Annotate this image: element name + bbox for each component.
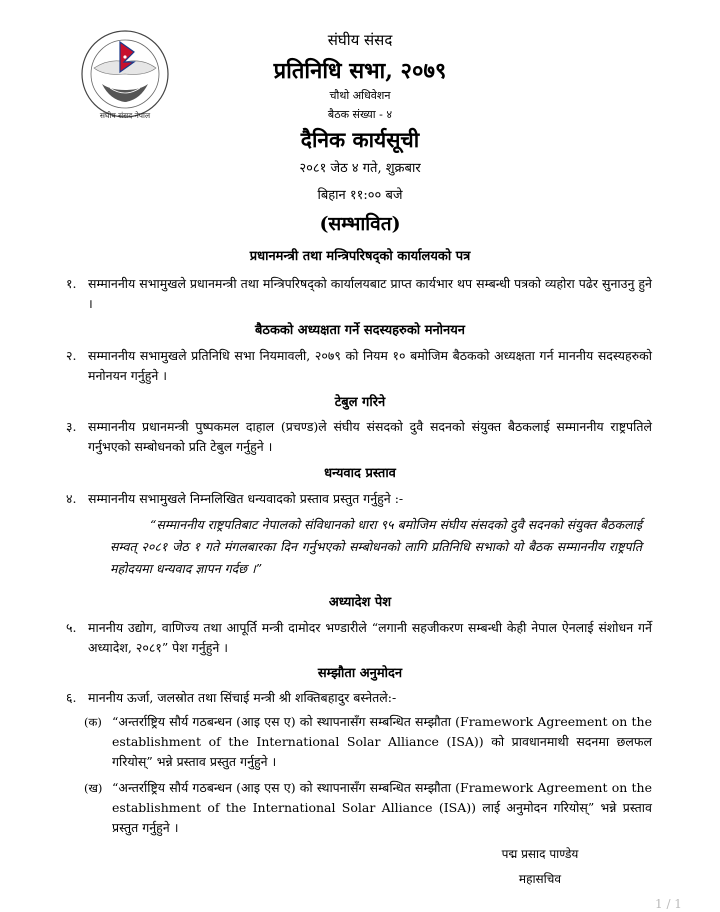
item-text: सम्माननीय प्रधानमन्त्री पुष्पकमल दाहाल (प्रचण्ड)ले संघीय संसदको दुवै सदनको संयुक्त बैठकलाई सम्माननीय राष्ट्रपतिले गर्नुभएको सम्बोधनको प्रति टेबुल गर्नुहुने । [88, 419, 652, 454]
agenda-title: दैनिक कार्यसूची [300, 127, 420, 152]
section-heading: सम्झौता अनुमोदन [317, 666, 403, 681]
page-indicator: 1 / 1 [655, 897, 682, 911]
section-heading: अध्यादेश पेश [328, 595, 392, 610]
item-number: १. [66, 276, 77, 291]
item-text: सम्माननीय सभामुखले निम्नलिखित धन्यवादको प्रस्ताव प्रस्तुत गर्नुहुने :- [88, 491, 404, 506]
section-heading: टेबुल गरिने [334, 395, 386, 410]
subitem-number: (क) [84, 715, 102, 729]
agenda-item [66, 489, 652, 509]
section-heading: प्रधानमन्त्री तथा मन्त्रिपरिषद्को कार्यालयको पत्र [249, 249, 471, 264]
section-heading: धन्यवाद प्रस्ताव [324, 466, 396, 481]
agenda-subitem [84, 778, 652, 838]
agenda-item [66, 618, 652, 658]
item-number: २. [66, 348, 77, 363]
item-number: ५. [66, 620, 77, 635]
meeting-time: बिहान ११:०० बजे [317, 188, 403, 203]
thanks-motion-quote: “सम्माननीय राष्ट्रपतिबाट नेपालको संविधानको धारा ९५ बमोजिम संघीय संसदको दुवै सदनको संयुक्त बैठकलाई सम्वत् २०८१ जेठ १ गते मंगलबारका दिन गर्नुभएको सम्बोधनको लागि प्रतिनिधि सभाको यो बैठक सम्माननीय राष्ट्रपति महोदयमा धन्यवाद ज्ञापन गर्दछ ।” [110, 517, 642, 576]
item-text: माननीय उद्योग, वाणिज्य तथा आपूर्ति मन्त्री दामोदर भण्डारीले “लगानी सहजीकरण सम्बन्धी केही नेपाल ऐनलाई संशोधन गर्ने अध्यादेश, २०८१” पेश गर्नुहुने । [88, 620, 652, 655]
signatory-title: महासचिव [518, 872, 562, 886]
agenda-subitem [84, 712, 652, 772]
item-number: ४. [66, 491, 77, 506]
session-label: चौथो अधिवेशन [329, 89, 391, 102]
meeting-date: २०८१ जेठ ४ गते, शुक्रबार [299, 161, 421, 176]
section-heading: बैठकको अध्यक्षता गर्ने सदस्यहरुको मनोनयन [254, 323, 466, 338]
subitem-text: “अन्तर्राष्ट्रिय सौर्य गठबन्धन (आइ एस ए) को स्थापनासँग सम्बन्धित सम्झौता (Framework Agreement on the establishment of the International Solar Alliance (ISA)) को प्रावधानमाथी सदनमा छलफल गरियोस्” भन्ने प्रस्ताव प्रस्तुत गर्नुहुने । [112, 714, 652, 769]
item-text: सम्माननीय सभामुखले प्रधानमन्त्री तथा मन्त्रिपरिषद्को कार्यालयबाट प्राप्त कार्यभार थप सम्बन्धी पत्रको व्यहोरा पढेर सुनाउनु हुने । [88, 276, 652, 311]
subitem-number: (ख) [84, 781, 103, 795]
item-text: सम्माननीय सभामुखले प्रतिनिधि सभा नियमावली, २०७९ को नियम १० बमोजिम बैठकको अध्यक्षता गर्न माननीय सदस्यहरुको मनोनयन गर्नुहुने । [88, 348, 652, 383]
svg-text:संघीय संसद नेपाल: संघीय संसद नेपाल [99, 111, 151, 120]
agenda-item [66, 688, 652, 708]
item-number: ३. [66, 419, 77, 434]
parliament-name: संघीय संसद [327, 31, 393, 49]
item-number: ६. [66, 690, 77, 705]
probable-label: (सम्भावित) [319, 213, 401, 235]
signatory-name: पद्म प्रसाद पाण्डेय [501, 847, 579, 861]
meeting-number: बैठक संख्या - ४ [327, 108, 393, 121]
item-text: माननीय ऊर्जा, जलस्रोत तथा सिंचाई मन्त्री श्री शक्तिबहादुर बस्नेतले:- [88, 690, 397, 705]
house-title: प्रतिनिधि सभा, २०७९ [273, 58, 447, 84]
agenda-item [66, 346, 652, 386]
agenda-item [66, 417, 652, 457]
subitem-text: “अन्तर्राष्ट्रिय सौर्य गठबन्धन (आइ एस ए) को स्थापनासँग सम्बन्धित सम्झौता (Framework Agreement on the establishment of the International Solar Alliance (ISA)) लाई अनुमोदन गरियोस्” भन्ने प्रस्ताव प्रस्तुत गर्नुहुने । [112, 780, 652, 835]
agenda-item [66, 274, 652, 314]
